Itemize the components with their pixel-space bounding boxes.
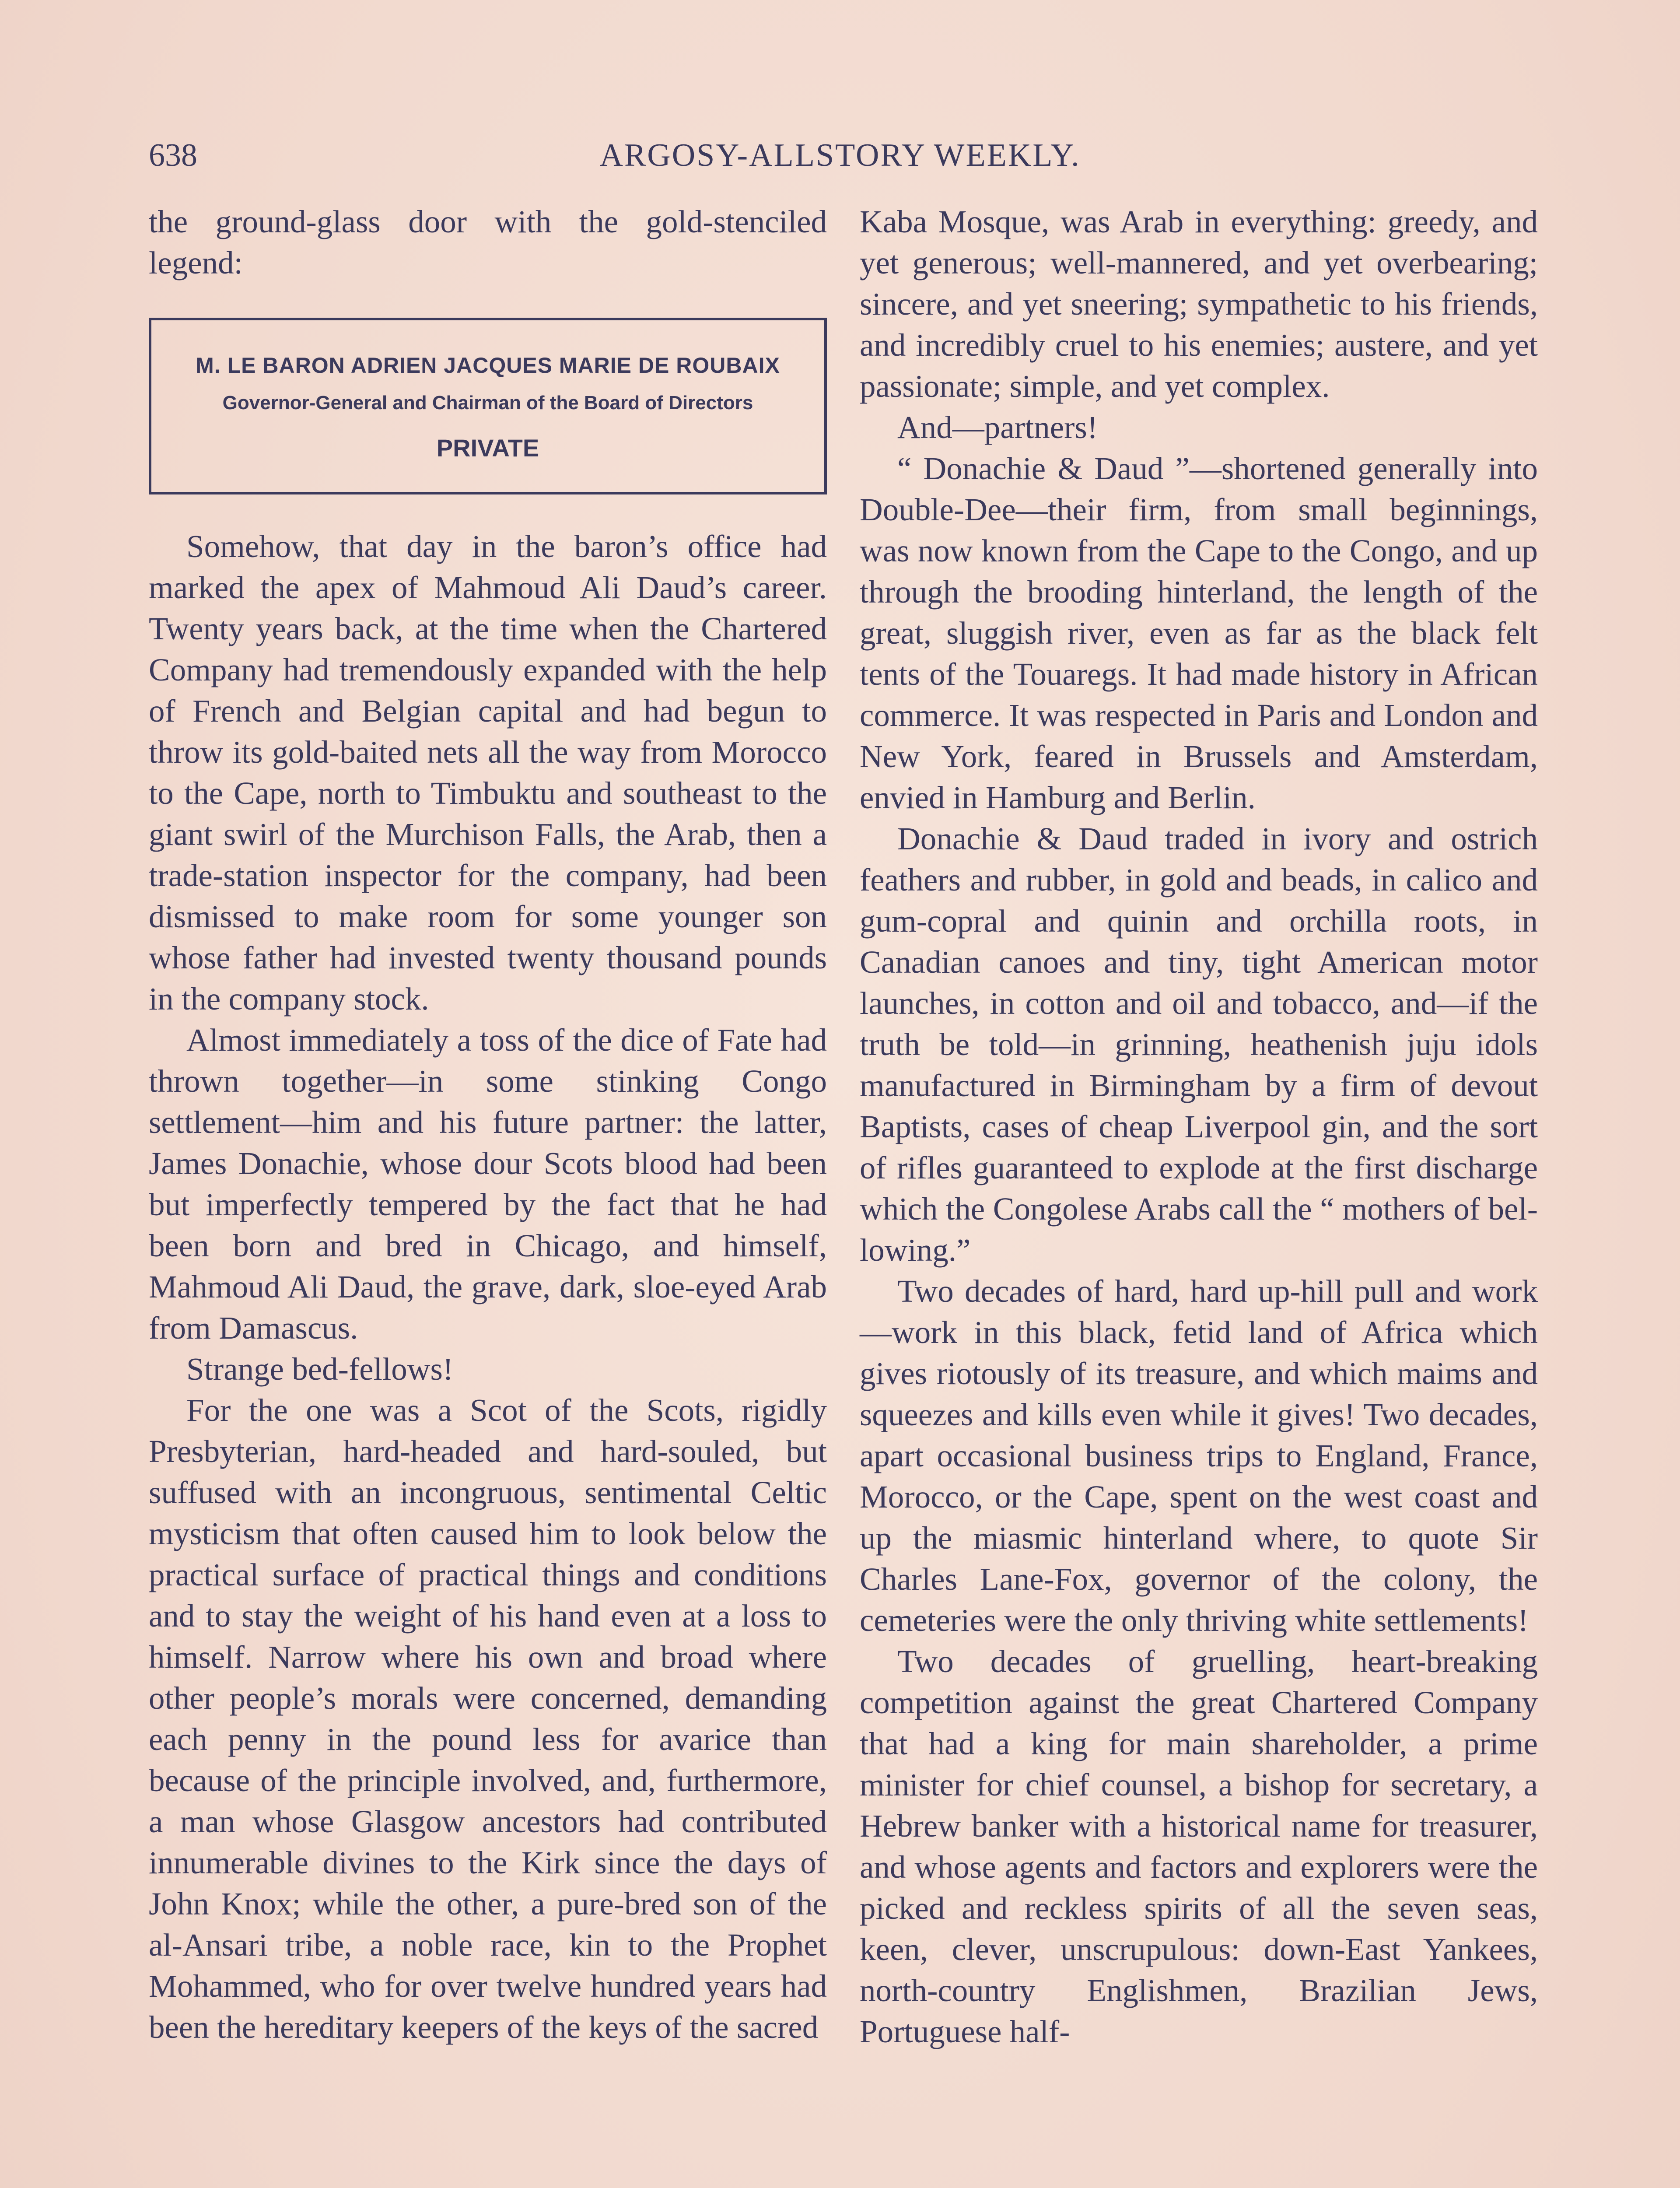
running-title: ARGOSY-ALLSTORY WEEKLY. <box>599 137 1081 173</box>
door-legend-private: PRIVATE <box>436 434 539 462</box>
paragraph: “ Donachie & Daud ”—shortened generally into Double-Dee—their firm, from small beginnings, was now known from the Cape to the Congo, and up through the brooding hinterland, the length of the great, sluggish river, even as far as the black felt tents of the Touaregs. It had made history in African commerce. It was respected in Paris and London and New York, feared in Brussels and Amsterdam, envied in Hamburg and Berlin. <box>860 451 1538 815</box>
right-column <box>860 201 1538 2052</box>
left-column <box>149 201 827 2048</box>
paragraph: the ground-glass door with the gold-stenciled legend: <box>149 204 827 281</box>
paragraph: And—partners! <box>897 410 1098 445</box>
paragraph: Strange bed-fellows! <box>186 1351 454 1387</box>
door-legend-name: M. LE BARON ADRIEN JACQUES MARIE DE ROUBAIX <box>196 353 780 378</box>
paragraph: Somehow, that day in the baron’s office had marked the apex of Mahmoud Ali Daud’s career. Twenty years back, at the time when the Chartered Company had tremendously expanded with the help of French and Belgian capital and had begun to throw its gold-baited nets all the way from Morocco to the Cape, north to Timbuktu and southeast to the giant swirl of the Murchison Falls, the Arab, then a trade-station inspector for the company, had been dismissed to make room for some younger son whose father had invested twenty thousand pounds in the company stock. <box>149 529 827 1017</box>
page-number: 638 <box>149 137 197 173</box>
paragraph: Almost immediately a toss of the dice of Fate had thrown together—in some stinking Congo settlement—him and his future partner: the latter, James Donachie, whose dour Scots blood had been but imperfectly tempered by the fact that he had been born and bred in Chicago, and himself, Mahmoud Ali Daud, the grave, dark, sloe-eyed Arab from Damascus. <box>149 1022 827 1346</box>
paragraph: Two decades of hard, hard up-hill pull and work—work in this black, fetid land of Africa which gives riotously of its treasure, and which maims and squeezes and kills even while it gives! Two decades, apart occasional business trips to England, France, Morocco, or the Cape, spent on the west coast and up the miasmic hinterland where, to quote Sir Charles Lane-Fox, governor of the colony, the cemeteries were the only thriving white settlements! <box>860 1273 1538 1638</box>
paragraph: For the one was a Scot of the Scots, rigidly Presbyterian, hard-headed and hard-souled, but suffused with an incongruous, sentimental Celtic mysticism that often caused him to look below the practical surface of practical things and conditions and to stay the weight of his hand even at a loss to himself. Narrow where his own and broad where other people’s morals were concerned, demanding each penny in the pound less for avarice than because of the principle involved, and, furthermore, a man whose Glasgow ancestors had contributed innumerable divines to the Kirk since the days of John Knox; while the other, a pure-bred son of the al-Ansari tribe, a noble race, kin to the Prophet Mohammed, who for over twelve hundred years had been the hereditary keepers of the keys of the sacred <box>149 1392 827 2045</box>
door-legend-box <box>149 318 827 494</box>
door-legend-title: Governor-General and Chairman of the Board of Directors <box>222 392 753 414</box>
paragraph: Two decades of gruelling, heart-breaking competition against the great Chartered Company that had a king for main shareholder, a prime minister for chief counsel, a bishop for secretary, a Hebrew banker with a historical name for treasurer, and whose agents and factors and explorers were the picked and reckless spirits of all the seven seas, keen, clever, unscrupulous: down-East Yankees, north-country Englishmen, Brazilian Jews, Portuguese half- <box>860 1644 1538 2049</box>
page-header <box>149 131 1531 179</box>
paragraph: Donachie & Daud traded in ivory and ostrich feathers and rubber, in gold and beads, in calico and gum-copral and quinin and orchilla roots, in Canadian canoes and tiny, tight American motor launches, in cotton and oil and tobacco, and—if the truth be told—in grinning, heathenish juju idols manufactured in Birmingham by a firm of devout Baptists, cases of cheap Liverpool gin, and the sort of rifles guaranteed to explode at the first discharge which the Congolese Arabs call the “ mothers of bellowing.” <box>860 821 1538 1268</box>
paragraph: Kaba Mosque, was Arab in everything: greedy, and yet generous; well-mannered, and yet overbearing; sincere, and yet sneering; sympathetic to his friends, and incredibly cruel to his enemies; austere, and yet passionate; simple, and yet complex. <box>860 204 1538 404</box>
